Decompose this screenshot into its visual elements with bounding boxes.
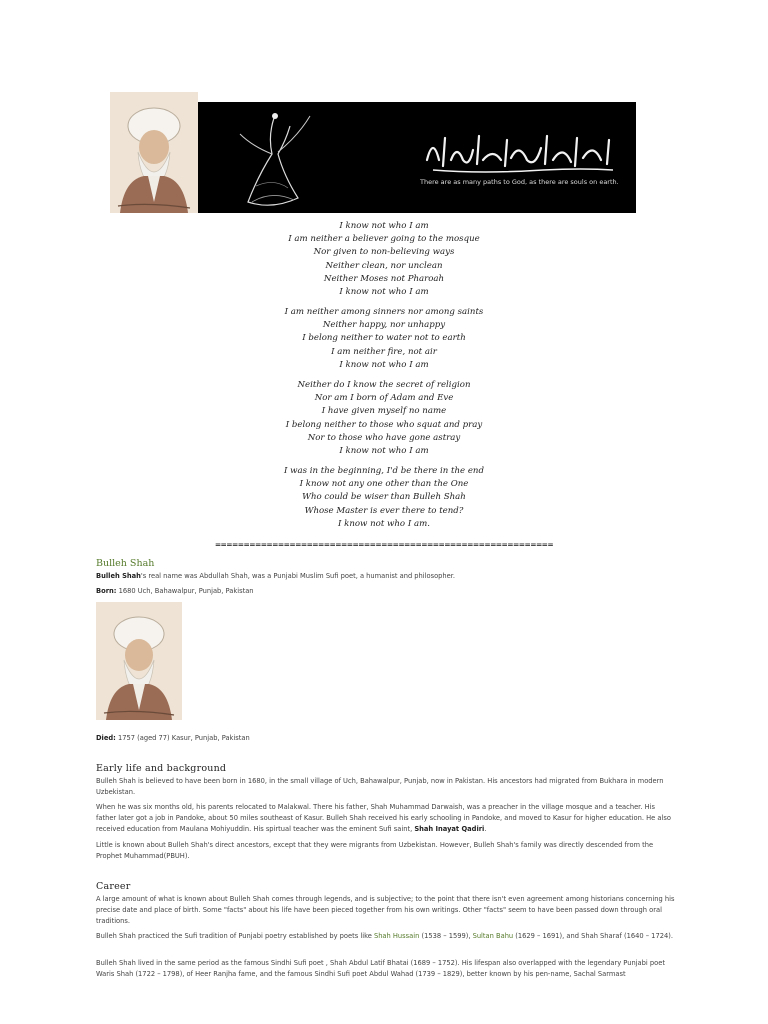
poem-line: Nor am I born of Adam and Eve xyxy=(314,393,454,404)
poem-line: I know not who I am xyxy=(339,286,429,297)
poem-stanza-3 xyxy=(0,379,768,458)
career-p2-text-c: (1629 – 1691), and Shah Sharaf (1640 – 1724). xyxy=(513,932,673,940)
poem-stanza-4 xyxy=(0,465,768,531)
died-value: 1757 (aged 77) Kasur, Punjab, Pakistan xyxy=(115,734,250,742)
separator-line: =========================================================== xyxy=(214,540,554,549)
born-label: Born: xyxy=(96,587,117,595)
early-life-p3: Little is known about Bulleh Shah's direct ancestors, except that they were migrants from Uzbekistan. However, Bulleh Shah's family was directly descended from the Prophet Muhammad(PBUH). xyxy=(96,841,654,860)
early-life-heading: Early life and background xyxy=(96,763,227,774)
early-life-p1: Bulleh Shah is believed to have been born in 1680, in the small village of Uch, Bahawalpur, Punjab, now in Pakistan. His ancestors had migrated from Bukhara in modern Uzbekistan. xyxy=(96,777,664,796)
poem-line: I know not who I am xyxy=(339,221,429,231)
poem-line: I am neither a believer going to the mosque xyxy=(288,234,480,245)
poem-line: I am neither among sinners nor among saints xyxy=(284,307,484,317)
shah-hussain-link[interactable]: Shah Hussain xyxy=(373,932,420,940)
bulleh-shah-portrait-small xyxy=(110,92,198,213)
career-p2-text-a: Bulleh Shah practiced the Sufi tradition of Punjabi poetry established by poets like xyxy=(96,932,374,940)
poem-line: I belong neither to water not to earth xyxy=(302,333,466,344)
career-p2-text-b: (1538 – 1599), xyxy=(419,932,473,940)
born-value: 1680 Uch, Bahawalpur, Punjab, Pakistan xyxy=(116,587,254,595)
bio-intro-name: Bulleh Shah xyxy=(96,572,141,580)
poem-line: Who could be wiser than Bulleh Shah xyxy=(302,492,466,503)
poem-line: Nor to those who have gone astray xyxy=(307,432,461,443)
poem-line: Whose Master is ever there to tend? xyxy=(304,505,464,516)
poem-line: I have given myself no name xyxy=(321,406,447,417)
bio-died xyxy=(96,733,676,744)
calligraphy-artwork xyxy=(423,130,618,174)
poem-line: I was in the beginning, I'd be there in the end xyxy=(284,466,484,476)
poem-line: I know not who I am xyxy=(339,359,429,370)
poem-line: I know not any one other than the One xyxy=(299,479,469,490)
career-p2 xyxy=(96,931,676,942)
poem-line: I know not who I am xyxy=(339,445,429,456)
poem-stanza-1 xyxy=(0,220,768,299)
sultan-bahu-link[interactable]: Sultan Bahu xyxy=(472,932,514,940)
bio-title: Bulleh Shah xyxy=(96,558,155,569)
poem-line: I know not who I am. xyxy=(338,518,430,529)
poem-line: Neither Moses not Pharoah xyxy=(323,273,445,284)
died-label: Died: xyxy=(96,734,116,742)
poem-line: Nor given to non-believing ways xyxy=(313,247,455,258)
career-p3: Bulleh Shah lived in the same period as the famous Sindhi Sufi poet , Shah Abdul Latif Bhatai (1689 – 1752). His lifespan also overlapped with the legendary Punjabi poet Waris Shah (1722 – 1798), of Heer Ranjha fame, and the famous Sindhi Sufi poet Abdul Wahad (1739 – 1829), better known by his pen-name, Sachal Sarmast xyxy=(96,959,665,978)
poem-line: Neither clean, nor unclean xyxy=(325,260,443,271)
poem-line: I belong neither to those who squat and pray xyxy=(285,419,483,430)
poem-line: Neither do I know the secret of religion xyxy=(297,380,471,390)
bio-born xyxy=(96,586,676,597)
career-heading: Career xyxy=(96,881,131,892)
banner-dark-panel xyxy=(198,102,636,213)
early-life-p2-text: When he was six months old, his parents relocated to Malakwal. There his father, Shah Muhammad Darwaish, was a preacher in the village mosque and a teacher. His father later got a job in Pandoke, about 50 miles southeast of Kasur. Bulleh Shah received his early schooling in Pandoke, and moved to Kasur for higher education. He also received education from Maulana Mohiyuddin. His spirtual teacher was the eminent Sufi saint, xyxy=(96,803,671,833)
bio-intro xyxy=(96,571,676,582)
header-banner xyxy=(110,92,636,213)
bulleh-shah-portrait-large xyxy=(96,602,182,720)
poem-line: I am neither fire, not air xyxy=(331,346,437,357)
inayat-qadiri-name: Shah Inayat Qadiri xyxy=(414,824,485,833)
bio-intro-text: 's real name was Abdullah Shah, was a Punjabi Muslim Sufi poet, a humanist and philosopher. xyxy=(140,572,456,580)
whirling-dervish-illustration xyxy=(228,106,318,210)
career-p1: A large amount of what is known about Bulleh Shah comes through legends, and is subjective; to the point that there isn't even agreement among historians concerning his precise date and place of birth. Some "facts" about his life have been pieced together from his own writings. Other "facts" seem to have been passed down through oral traditions. xyxy=(96,895,675,925)
poem-line: Neither happy, nor unhappy xyxy=(322,320,446,331)
early-life-p2-end: . xyxy=(484,824,487,833)
early-life-p2 xyxy=(96,802,676,834)
poem-stanza-2 xyxy=(0,306,768,372)
banner-caption: There are as many paths to God, as there are souls on earth. xyxy=(420,178,619,186)
